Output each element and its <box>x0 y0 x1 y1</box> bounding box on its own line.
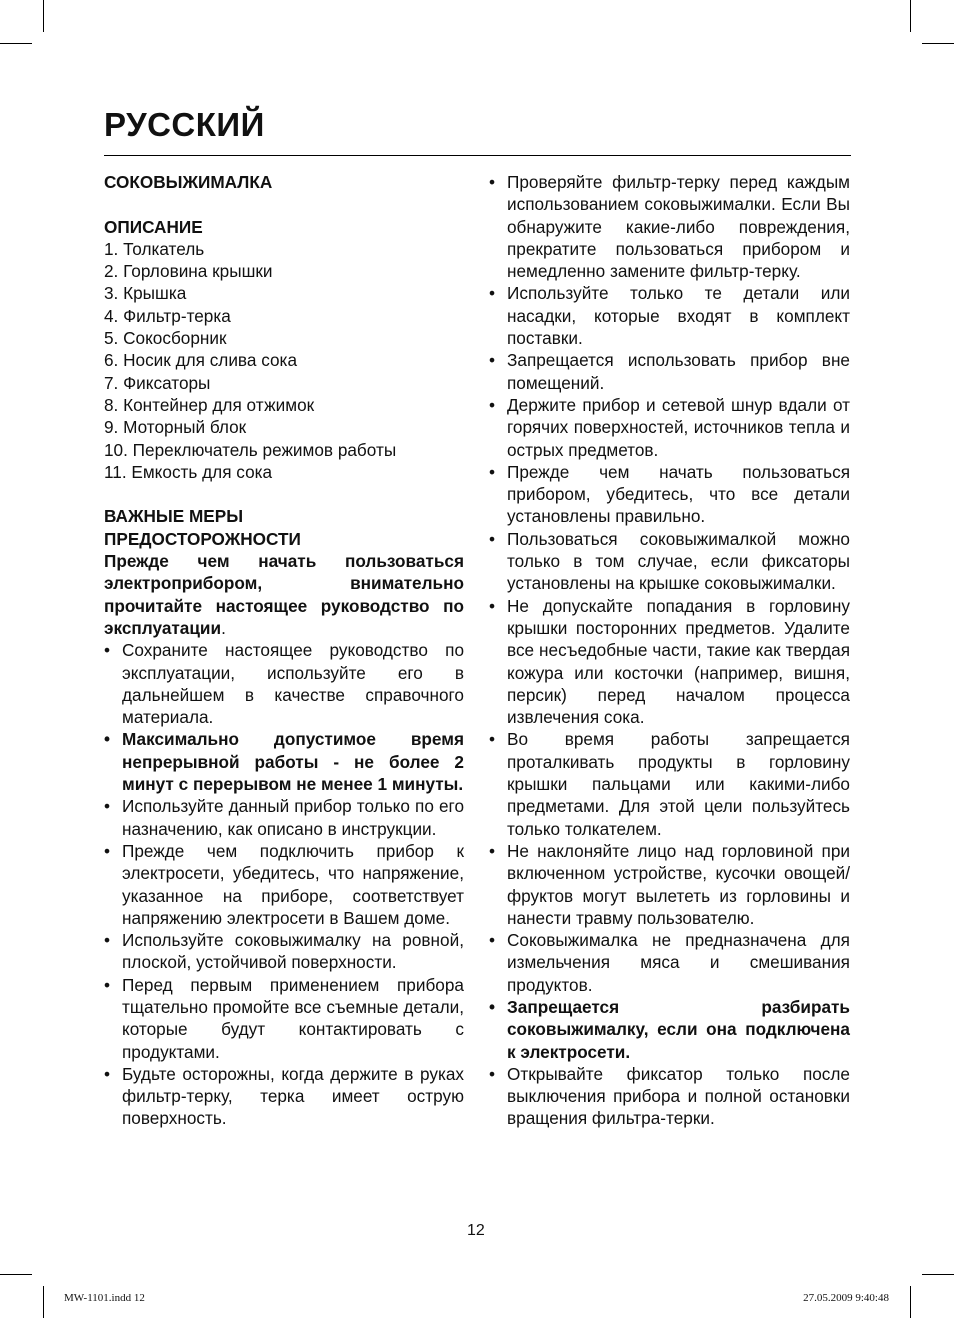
list-item-text: Держите прибор и сетевой шнур вдали от горячих поверхностей, источников тепла и острых предметов. <box>507 394 850 460</box>
list-item-text: Не допускайте попадания в горловину крышки посторонних предметов. Удалите все несъедобные части, такие как твердая кожура или косточки (например, вишня, персик) перед началом процесса извлечения сока. <box>507 595 850 728</box>
list-item: 1. Толкатель <box>104 238 205 259</box>
list-item-text: Используйте только те детали или насадки, которые входят в комплект поставки. <box>507 283 850 349</box>
list-item <box>489 528 850 595</box>
bullet-marker: • <box>104 729 111 750</box>
list-item <box>489 282 850 349</box>
bullet-marker: • <box>489 595 496 616</box>
bullet-marker: • <box>489 283 496 304</box>
list-item-text: Соковыжималка не предназначена для измельчения мяса и смешивания продуктов. <box>507 930 850 995</box>
bullet-marker: • <box>104 796 111 817</box>
crop-mark <box>0 43 32 44</box>
bullet-marker: • <box>489 1063 496 1084</box>
list-item <box>489 996 850 1063</box>
list-item: 6. Носик для слива сока <box>104 350 298 371</box>
list-item <box>104 728 464 795</box>
bullet-marker: • <box>489 930 496 951</box>
precautions-lead-end: . <box>221 617 226 638</box>
list-item <box>489 461 850 528</box>
list-item <box>489 595 850 729</box>
crop-mark <box>910 1286 911 1318</box>
crop-mark <box>0 1274 32 1275</box>
spacer <box>104 483 464 505</box>
list-item-text: Прежде чем подключить прибор к электросети, убедитесь, что напряжение, указанное на приборе, соответствует напряжению электросети в Вашем доме. <box>122 840 464 928</box>
list-item: 5. Сокосборник <box>104 328 227 349</box>
list-item-text: Во время работы запрещается проталкивать продукты в горловину крышки пальцами или какими-либо предметами. Для этой цели пользуйтесь только толкателем. <box>507 729 850 839</box>
list-item: 10. Переключатель режимов работы <box>104 439 397 460</box>
list-item-text: Не наклоняйте лицо над горловиной при включенном устройстве, кусочки овощей/фруктов могут вылететь из горловины и нанести травму пользователю. <box>507 840 850 928</box>
list-item-text: Сохраните настоящее руководство по эксплуатации, используйте его в дальнейшем в качестве справочного материала. <box>122 640 464 728</box>
precautions-heading-line: ВАЖНЫЕ МЕРЫ <box>104 506 244 527</box>
precautions-list-right <box>489 171 850 1130</box>
bullet-marker: • <box>104 1063 111 1084</box>
bullet-marker: • <box>104 974 111 995</box>
list-item: 8. Контейнер для отжимок <box>104 394 315 415</box>
crop-mark <box>922 43 954 44</box>
bullet-marker: • <box>489 461 496 482</box>
precautions-heading-line: ПРЕДОСТОРОЖНОСТИ <box>104 528 301 549</box>
list-item <box>104 840 464 929</box>
list-item <box>489 171 850 282</box>
list-item <box>489 394 850 461</box>
list-item <box>489 929 850 996</box>
crop-mark <box>43 0 44 32</box>
list-item <box>104 974 464 1063</box>
list-item <box>104 1063 464 1130</box>
page-title: РУССКИЙ <box>104 106 265 143</box>
list-item-text: Запрещается разбирать соковыжималку, если она подключена к электросети. <box>507 996 850 1062</box>
list-item-text: Используйте соковыжималку на ровной, плоской, устойчивой поверхности. <box>122 930 464 973</box>
bullet-marker: • <box>489 394 496 415</box>
list-item-text: Проверяйте фильтр-терку перед каждым использованием соковыжималки. Если Вы обнаружите какие-либо повреждения, прекратите пользоваться прибором и немедленно замените фильтр-терку. <box>507 172 850 282</box>
bullet-marker: • <box>104 930 111 951</box>
bullet-marker: • <box>489 996 496 1017</box>
bullet-marker: • <box>104 640 111 661</box>
bullet-marker: • <box>489 172 496 192</box>
product-heading: СОКОВЫЖИМАЛКА <box>104 172 273 192</box>
bullet-marker: • <box>489 350 496 371</box>
list-item-text: Запрещается использовать прибор вне помещений. <box>507 350 850 393</box>
footer-file-label: MW-1101.indd 12 <box>64 1292 145 1304</box>
list-item-text: Используйте данный прибор только по его назначению, как описано в инструкции. <box>122 796 464 839</box>
bullet-marker: • <box>489 528 496 549</box>
list-item-text: Перед первым применением прибора тщательно промойте все съемные детали, которые будут контактировать с продуктами. <box>122 974 464 1062</box>
description-heading: ОПИСАНИЕ <box>104 216 203 237</box>
list-item-text: Будьте осторожны, когда держите в руках фильтр-терку, терка имеет острую поверхность. <box>122 1063 464 1129</box>
bullet-marker: • <box>489 729 496 750</box>
precautions-heading <box>104 505 464 550</box>
list-item <box>104 639 464 728</box>
right-column <box>489 171 850 1130</box>
list-item <box>104 929 464 974</box>
list-item: 9. Моторный блок <box>104 417 247 438</box>
precautions-lead <box>104 550 464 639</box>
list-item <box>489 349 850 394</box>
title-divider <box>104 155 851 156</box>
crop-mark <box>910 0 911 32</box>
list-item: 7. Фиксаторы <box>104 372 211 393</box>
list-item-text: Максимально допустимое время непрерывной работы - не более 2 минут с перерывом не менее 1 минуты. <box>122 729 464 795</box>
list-item-text: Прежде чем начать пользоваться прибором, убедитесь, что все детали установлены правильно. <box>507 461 850 527</box>
footer-timestamp: 27.05.2009 9:40:48 <box>803 1292 889 1304</box>
precautions-lead-bold: Прежде чем начать пользоваться электроприбором, внимательно прочитайте настоящее руководство по эксплуатации <box>104 551 464 638</box>
list-item <box>489 728 850 839</box>
list-item-text: Пользоваться соковыжималкой можно только в том случае, если фиксаторы установлены на крышке соковыжималки. <box>507 528 850 594</box>
bullet-marker: • <box>104 840 111 861</box>
list-item: 2. Горловина крышки <box>104 261 273 282</box>
crop-mark <box>922 1274 954 1275</box>
bullet-marker: • <box>489 840 496 861</box>
precautions-list-left <box>104 639 464 1130</box>
crop-mark <box>43 1286 44 1318</box>
list-item: 4. Фильтр-терка <box>104 305 231 326</box>
list-item: 3. Крышка <box>104 283 187 304</box>
spacer <box>104 193 464 215</box>
list-item: 11. Емкость для сока <box>104 461 273 482</box>
left-column <box>104 171 464 1130</box>
parts-list <box>104 238 464 483</box>
list-item <box>104 795 464 840</box>
list-item <box>489 840 850 929</box>
list-item <box>489 1063 850 1130</box>
page-number: 12 <box>467 1222 485 1239</box>
list-item-text: Открывайте фиксатор только после выключения прибора и полной остановки вращения фильтра-терки. <box>507 1063 850 1129</box>
